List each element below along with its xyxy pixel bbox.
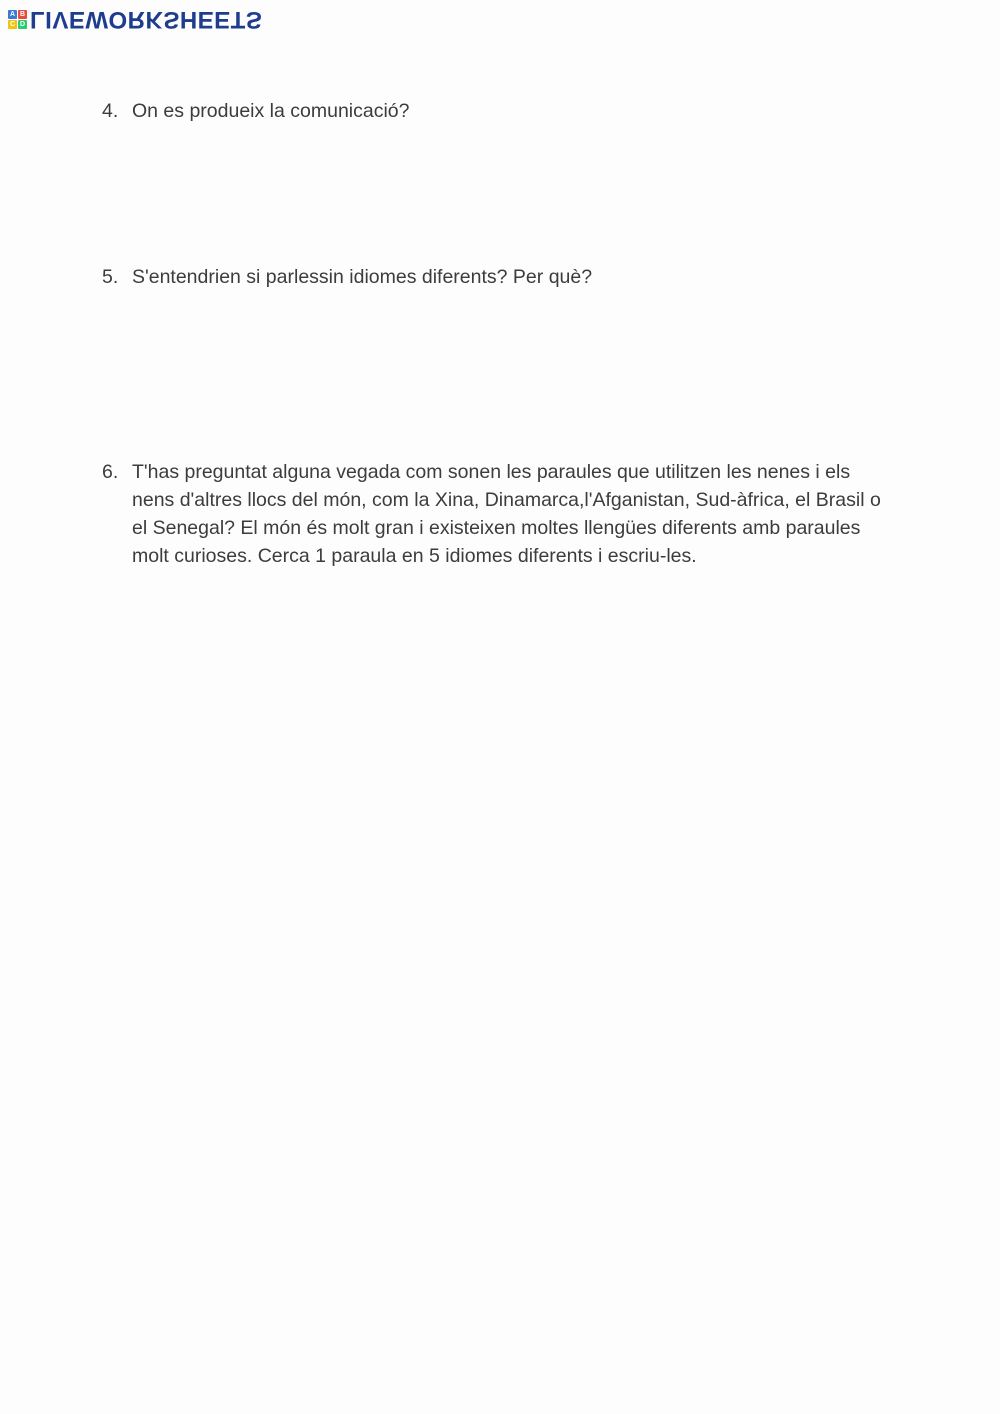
question-4 — [102, 97, 922, 125]
logo-block: C — [9, 20, 16, 28]
logo-text: LIVEWORKSHEETS — [30, 6, 263, 33]
liveworksheets-logo — [8, 6, 262, 32]
logo-block: B — [19, 10, 26, 18]
question-5 — [102, 263, 922, 291]
logo-block: D — [19, 20, 26, 28]
question-text: T'has preguntat alguna vegada com sonen les paraules que utilitzen les nenes i els nens d'altres llocs del món, com la Xina, Dinamarca,l'Afganistan, Sud-àfrica, el Brasil o el Senegal? El món és molt gran i existeixen moltes llengües diferents amb paraules molt curioses. Cerca 1 paraula en 5 idiomes diferents i escriu-les. — [132, 461, 881, 567]
question-text: S'entendrien si parlessin idiomes diferents? Per què? — [132, 266, 593, 288]
question-6 — [102, 458, 892, 570]
logo-blocks-icon — [8, 10, 27, 29]
question-number: 6. — [102, 461, 119, 483]
question-number: 4. — [102, 100, 119, 122]
question-number: 5. — [102, 266, 119, 288]
logo-block: A — [9, 10, 16, 18]
question-text: On es produeix la comunicació? — [132, 100, 410, 122]
